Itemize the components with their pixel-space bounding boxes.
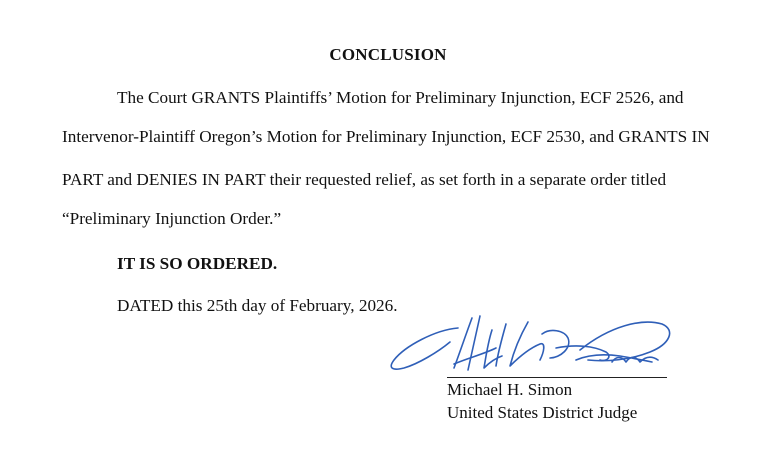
conclusion-line-1: The Court GRANTS Plaintiffs’ Motion for Preliminary Injunction, ECF 2526, and: [117, 88, 684, 107]
handwritten-signature: [380, 308, 680, 384]
signature-line: [447, 377, 667, 378]
conclusion-line-4: “Preliminary Injunction Order.”: [62, 209, 282, 228]
dated-line: DATED this 25th day of February, 2026.: [117, 296, 398, 315]
so-ordered-statement: IT IS SO ORDERED.: [117, 254, 278, 273]
judge-title: United States District Judge: [447, 403, 638, 422]
section-heading: CONCLUSION: [329, 45, 447, 64]
judge-name: Michael H. Simon: [447, 380, 573, 399]
conclusion-line-3: PART and DENIES IN PART their requested relief, as set forth in a separate order titled: [62, 170, 667, 189]
conclusion-line-2: Intervenor-Plaintiff Oregon’s Motion for Preliminary Injunction, ECF 2530, and GRANTS IN: [62, 127, 710, 146]
